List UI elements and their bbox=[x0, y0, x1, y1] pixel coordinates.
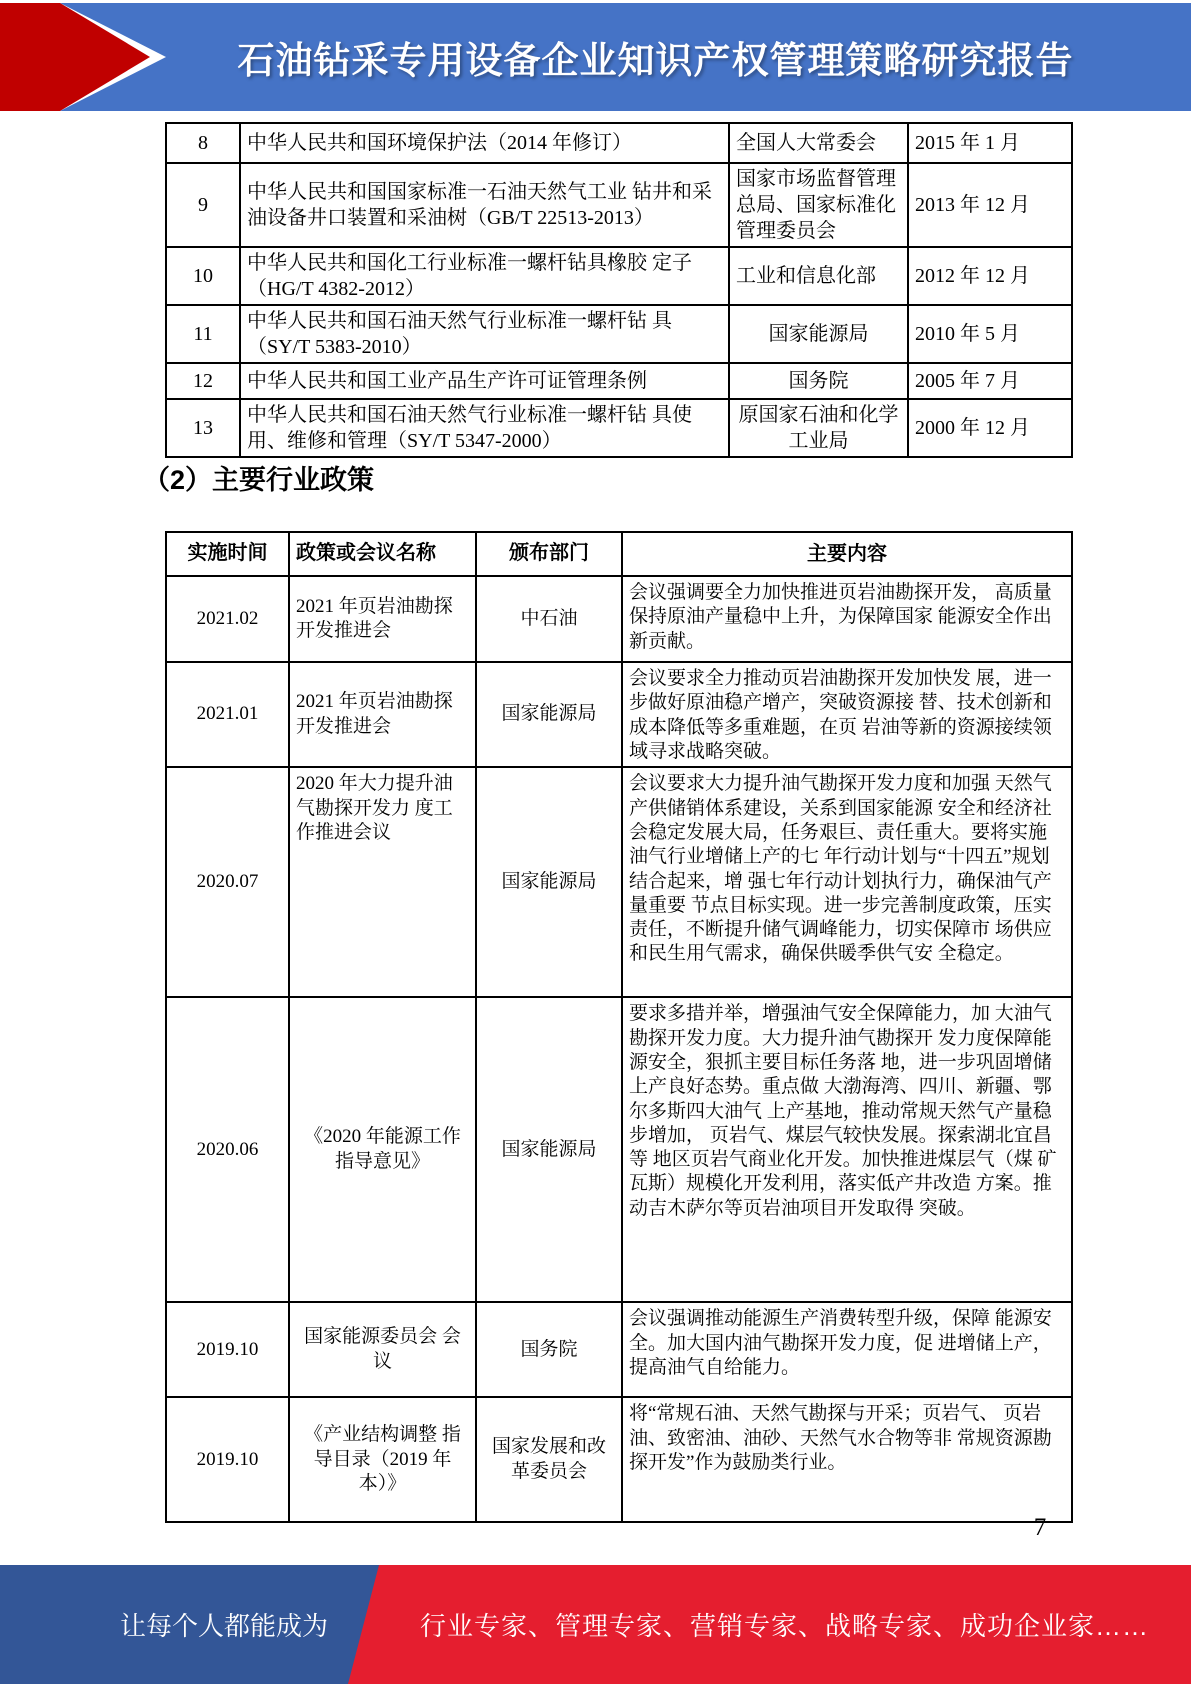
policy-date: 2021.02 bbox=[166, 576, 289, 662]
policy-department: 中石油 bbox=[476, 576, 622, 662]
table-row bbox=[166, 305, 1072, 363]
policy-name: 国家能源委员会 会议 bbox=[289, 1302, 476, 1397]
issue-date: 2012 年 12 月 bbox=[908, 247, 1072, 305]
policy-department: 国家发展和改革委员会 bbox=[476, 1397, 622, 1522]
issue-date: 2010 年 5 月 bbox=[908, 305, 1072, 363]
issuing-department: 全国人大常委会 bbox=[729, 123, 908, 163]
issue-date: 2005 年 7 月 bbox=[908, 363, 1072, 399]
column-header: 主要内容 bbox=[622, 532, 1072, 576]
policy-date: 2019.10 bbox=[166, 1302, 289, 1397]
policy-department: 国务院 bbox=[476, 1302, 622, 1397]
row-number: 9 bbox=[166, 163, 240, 247]
regulation-name: 中华人民共和国工业产品生产许可证管理条例 bbox=[240, 363, 729, 399]
issuing-department: 原国家石油和化学工业局 bbox=[729, 399, 908, 457]
regulation-name: 中华人民共和国环境保护法（2014 年修订） bbox=[240, 123, 729, 163]
issuing-department: 工业和信息化部 bbox=[729, 247, 908, 305]
policy-content: 会议强调要全力加快推进页岩油勘探开发， 高质量保持原油产量稳中上升，为保障国家 能源安全作出新贡献。 bbox=[622, 576, 1072, 662]
policy-department: 国家能源局 bbox=[476, 662, 622, 767]
regulation-name: 中华人民共和国化工行业标准一螺杆钻具橡胶 定子（HG/T 4382-2012） bbox=[240, 247, 729, 305]
footer-slogan-right: 行业专家、管理专家、营销专家、战略专家、成功企业家…… bbox=[420, 1611, 1150, 1641]
table-row bbox=[166, 1397, 1072, 1522]
policy-content: 会议要求大力提升油气勘探开发力度和加强 天然气产供储销体系建设，关系到国家能源 安全和经济社会稳定发展大局，任务艰巨、责任重大。要将实施油气行业增储上产的七 年行动计划与“十四五”规划结合起来，增 强七年行动计划执行力，确保油气产量重要 节点目标实现。进一步完善制度政策，压实 责任，不断提升储气调峰能力，切实保障市 场供应和民生用气需求，确保供暖季供气安 全稳定。 bbox=[622, 767, 1072, 997]
policy-name: 《2020 年能源工作指导意见》 bbox=[289, 997, 476, 1302]
issue-date: 2013 年 12 月 bbox=[908, 163, 1072, 247]
row-number: 8 bbox=[166, 123, 240, 163]
table-row bbox=[166, 247, 1072, 305]
issue-date: 2015 年 1 月 bbox=[908, 123, 1072, 163]
table-row bbox=[166, 1302, 1072, 1397]
table-row bbox=[166, 576, 1072, 662]
policy-name: 2020 年大力提升油气勘探开发力 度工作推进会议 bbox=[289, 767, 476, 997]
row-number: 11 bbox=[166, 305, 240, 363]
policy-name: 2021 年页岩油勘探开发推进会 bbox=[289, 662, 476, 767]
footer-banner bbox=[0, 1565, 1191, 1684]
issuing-department: 国务院 bbox=[729, 363, 908, 399]
regulation-name: 中华人民共和国石油天然气行业标准一螺杆钻 具（SY/T 5383-2010） bbox=[240, 305, 729, 363]
policy-department: 国家能源局 bbox=[476, 997, 622, 1302]
policy-content: 将“常规石油、天然气勘探与开采；页岩气、 页岩油、致密油、油砂、天然气水合物等非 常规资源勘探开发”作为鼓励类行业。 bbox=[622, 1397, 1072, 1522]
column-header: 实施时间 bbox=[166, 532, 289, 576]
column-header: 颁布部门 bbox=[476, 532, 622, 576]
issuing-department: 国家能源局 bbox=[729, 305, 908, 363]
row-number: 10 bbox=[166, 247, 240, 305]
policy-date: 2020.07 bbox=[166, 767, 289, 997]
regulation-name: 中华人民共和国国家标准一石油天然气工业 钻井和采油设备井口装置和采油树（GB/T 22513-2013） bbox=[240, 163, 729, 247]
policy-table bbox=[165, 531, 1073, 1523]
table-row bbox=[166, 767, 1072, 997]
policy-date: 2020.06 bbox=[166, 997, 289, 1302]
section-heading: （2）主要行业政策 bbox=[143, 465, 375, 495]
policy-content: 会议强调推动能源生产消费转型升级，保障 能源安全。加大国内油气勘探开发力度，促 进增储上产，提高油气自给能力。 bbox=[622, 1302, 1072, 1397]
row-number: 12 bbox=[166, 363, 240, 399]
table-row bbox=[166, 363, 1072, 399]
page-title: 石油钻采专用设备企业知识产权管理策略研究报告 bbox=[237, 40, 1074, 81]
regulation-name: 中华人民共和国石油天然气行业标准一螺杆钻 具使用、维修和管理（SY/T 5347-2000） bbox=[240, 399, 729, 457]
policy-date: 2021.01 bbox=[166, 662, 289, 767]
policy-content: 要求多措并举，增强油气安全保障能力，加 大油气勘探开发力度。大力提升油气勘探开 发力度保障能源安全，狠抓主要目标任务落 地，进一步巩固增储上产良好态势。重点做 大渤海湾、四川、新疆、鄂尔多斯四大油气 上产基地，推动常规天然气产量稳步增加， 页岩气、煤层气较快发展。探索湖北宜昌等 地区页岩气商业化开发。加快推进煤层气（煤 矿瓦斯）规模化开发利用，落实低产井改造 方案。推动吉木萨尔等页岩油项目开发取得 突破。 bbox=[622, 997, 1072, 1302]
policy-date: 2019.10 bbox=[166, 1397, 289, 1522]
regulation-table bbox=[165, 122, 1073, 458]
policy-content: 会议要求全力推动页岩油勘探开发加快发 展，进一步做好原油稳产增产，突破资源接 替、技术创新和成本降低等多重难题，在页 岩油等新的资源接续领域寻求战略突破。 bbox=[622, 662, 1072, 767]
row-number: 13 bbox=[166, 399, 240, 457]
page-number: 7 bbox=[1033, 1514, 1047, 1541]
policy-name: 2021 年页岩油勘探开发推进会 bbox=[289, 576, 476, 662]
policy-name: 《产业结构调整 指导目录（2019 年本）》 bbox=[289, 1397, 476, 1522]
table-row bbox=[166, 399, 1072, 457]
header-banner bbox=[0, 3, 1191, 111]
issuing-department: 国家市场监督管理总局、国家标准化管理委员会 bbox=[729, 163, 908, 247]
policy-department: 国家能源局 bbox=[476, 767, 622, 997]
column-header: 政策或会议名称 bbox=[289, 532, 476, 576]
footer-slogan-left: 让每个人都能成为 bbox=[119, 1611, 328, 1641]
table-header-row bbox=[166, 532, 1072, 576]
table-row bbox=[166, 123, 1072, 163]
table-row bbox=[166, 997, 1072, 1302]
table-row bbox=[166, 163, 1072, 247]
table-row bbox=[166, 662, 1072, 767]
issue-date: 2000 年 12 月 bbox=[908, 399, 1072, 457]
